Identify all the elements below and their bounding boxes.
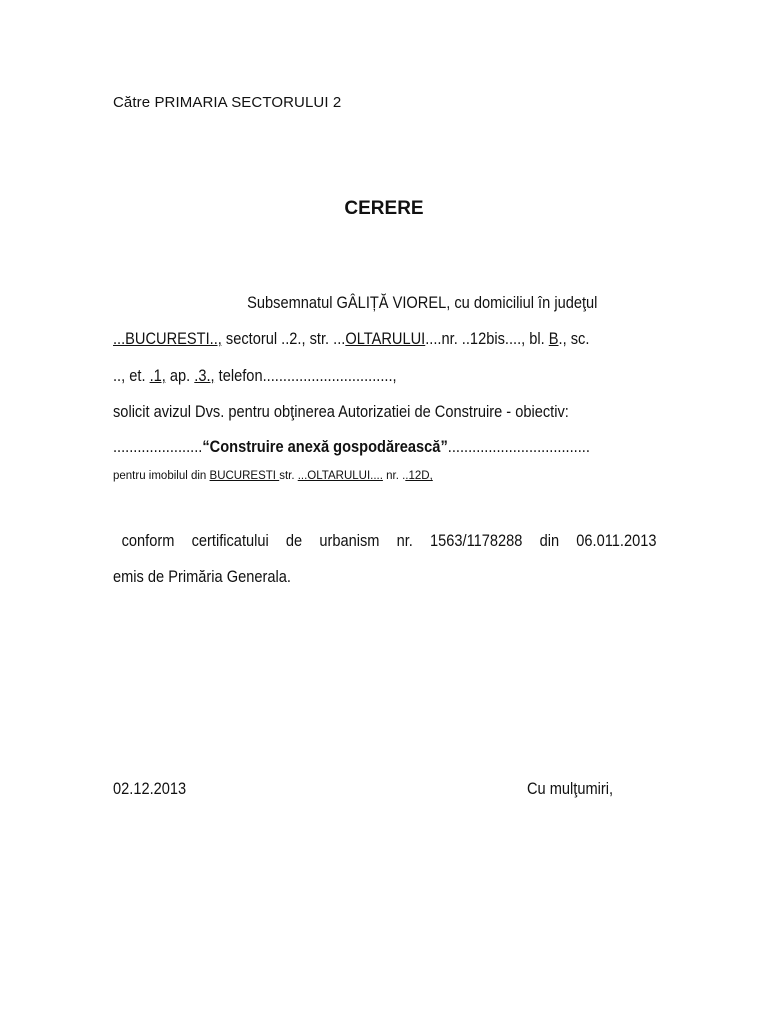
request-line-3 bbox=[113, 366, 579, 386]
certificate-word: certificatului bbox=[191, 531, 269, 550]
certificate-word: conform bbox=[121, 531, 175, 550]
staircase-text: ., sc. bbox=[558, 329, 590, 348]
closing-thanks: Cu mulţumiri, bbox=[527, 779, 614, 798]
applicant-name: GÂLIȚĂ VIOREL bbox=[336, 293, 447, 312]
apartment-value: .3., bbox=[194, 366, 215, 385]
objective-value: “Construire anexă gospodărească” bbox=[202, 437, 448, 456]
number-block-text: ....nr. ..12bis...., bl. bbox=[425, 329, 549, 348]
street-value: OLTARULUI bbox=[345, 329, 426, 348]
floor-value: .1, bbox=[149, 366, 166, 385]
request-line-4: solicit avizul Dvs. pentru obţinerea Autorizatiei de Construire - obiectiv: bbox=[113, 402, 569, 421]
certificate-line-1 bbox=[113, 531, 657, 551]
certificate-number: 1563/1178288 bbox=[430, 531, 523, 550]
county-value: ...BUCURESTI.., bbox=[113, 329, 222, 348]
property-number: .12D, bbox=[405, 470, 433, 482]
certificate-line-2: emis de Primăria Generala. bbox=[113, 567, 291, 586]
certificate-word: nr. bbox=[396, 531, 413, 550]
certificate-word: urbanism bbox=[319, 531, 380, 550]
apartment-label: ap. bbox=[165, 366, 195, 385]
certificate-date: 06.011.2013 bbox=[576, 531, 657, 550]
request-date: 02.12.2013 bbox=[113, 779, 187, 798]
request-intro: Subsemnatul bbox=[247, 293, 337, 312]
phone-text: telefon................................, bbox=[214, 366, 397, 385]
property-street-label: str. bbox=[279, 470, 298, 482]
property-number-label: nr. . bbox=[382, 470, 406, 482]
floor-label: .., et. bbox=[113, 366, 150, 385]
request-line-5 bbox=[113, 437, 590, 457]
certificate-word: de bbox=[285, 531, 303, 550]
certificate-word: din bbox=[539, 531, 560, 550]
property-street: ...OLTARULUI.... bbox=[297, 470, 383, 482]
domicile-text: , cu domiciliul în judeţul bbox=[446, 293, 598, 312]
property-intro: pentru imobilul din bbox=[113, 470, 210, 482]
document-title: CERERE bbox=[344, 198, 424, 219]
request-line-2 bbox=[113, 329, 590, 349]
request-line-1 bbox=[113, 293, 713, 313]
dots-after-objective: ................................... bbox=[447, 437, 590, 456]
sector-street-text: sectorul ..2., str. ... bbox=[221, 329, 346, 348]
addressee: Către PRIMARIA SECTORULUI 2 bbox=[113, 94, 342, 111]
dots-before-objective: ...................... bbox=[113, 437, 203, 456]
property-city: BUCURESTI bbox=[209, 470, 280, 482]
property-line bbox=[113, 470, 433, 482]
block-value: B bbox=[548, 329, 559, 348]
